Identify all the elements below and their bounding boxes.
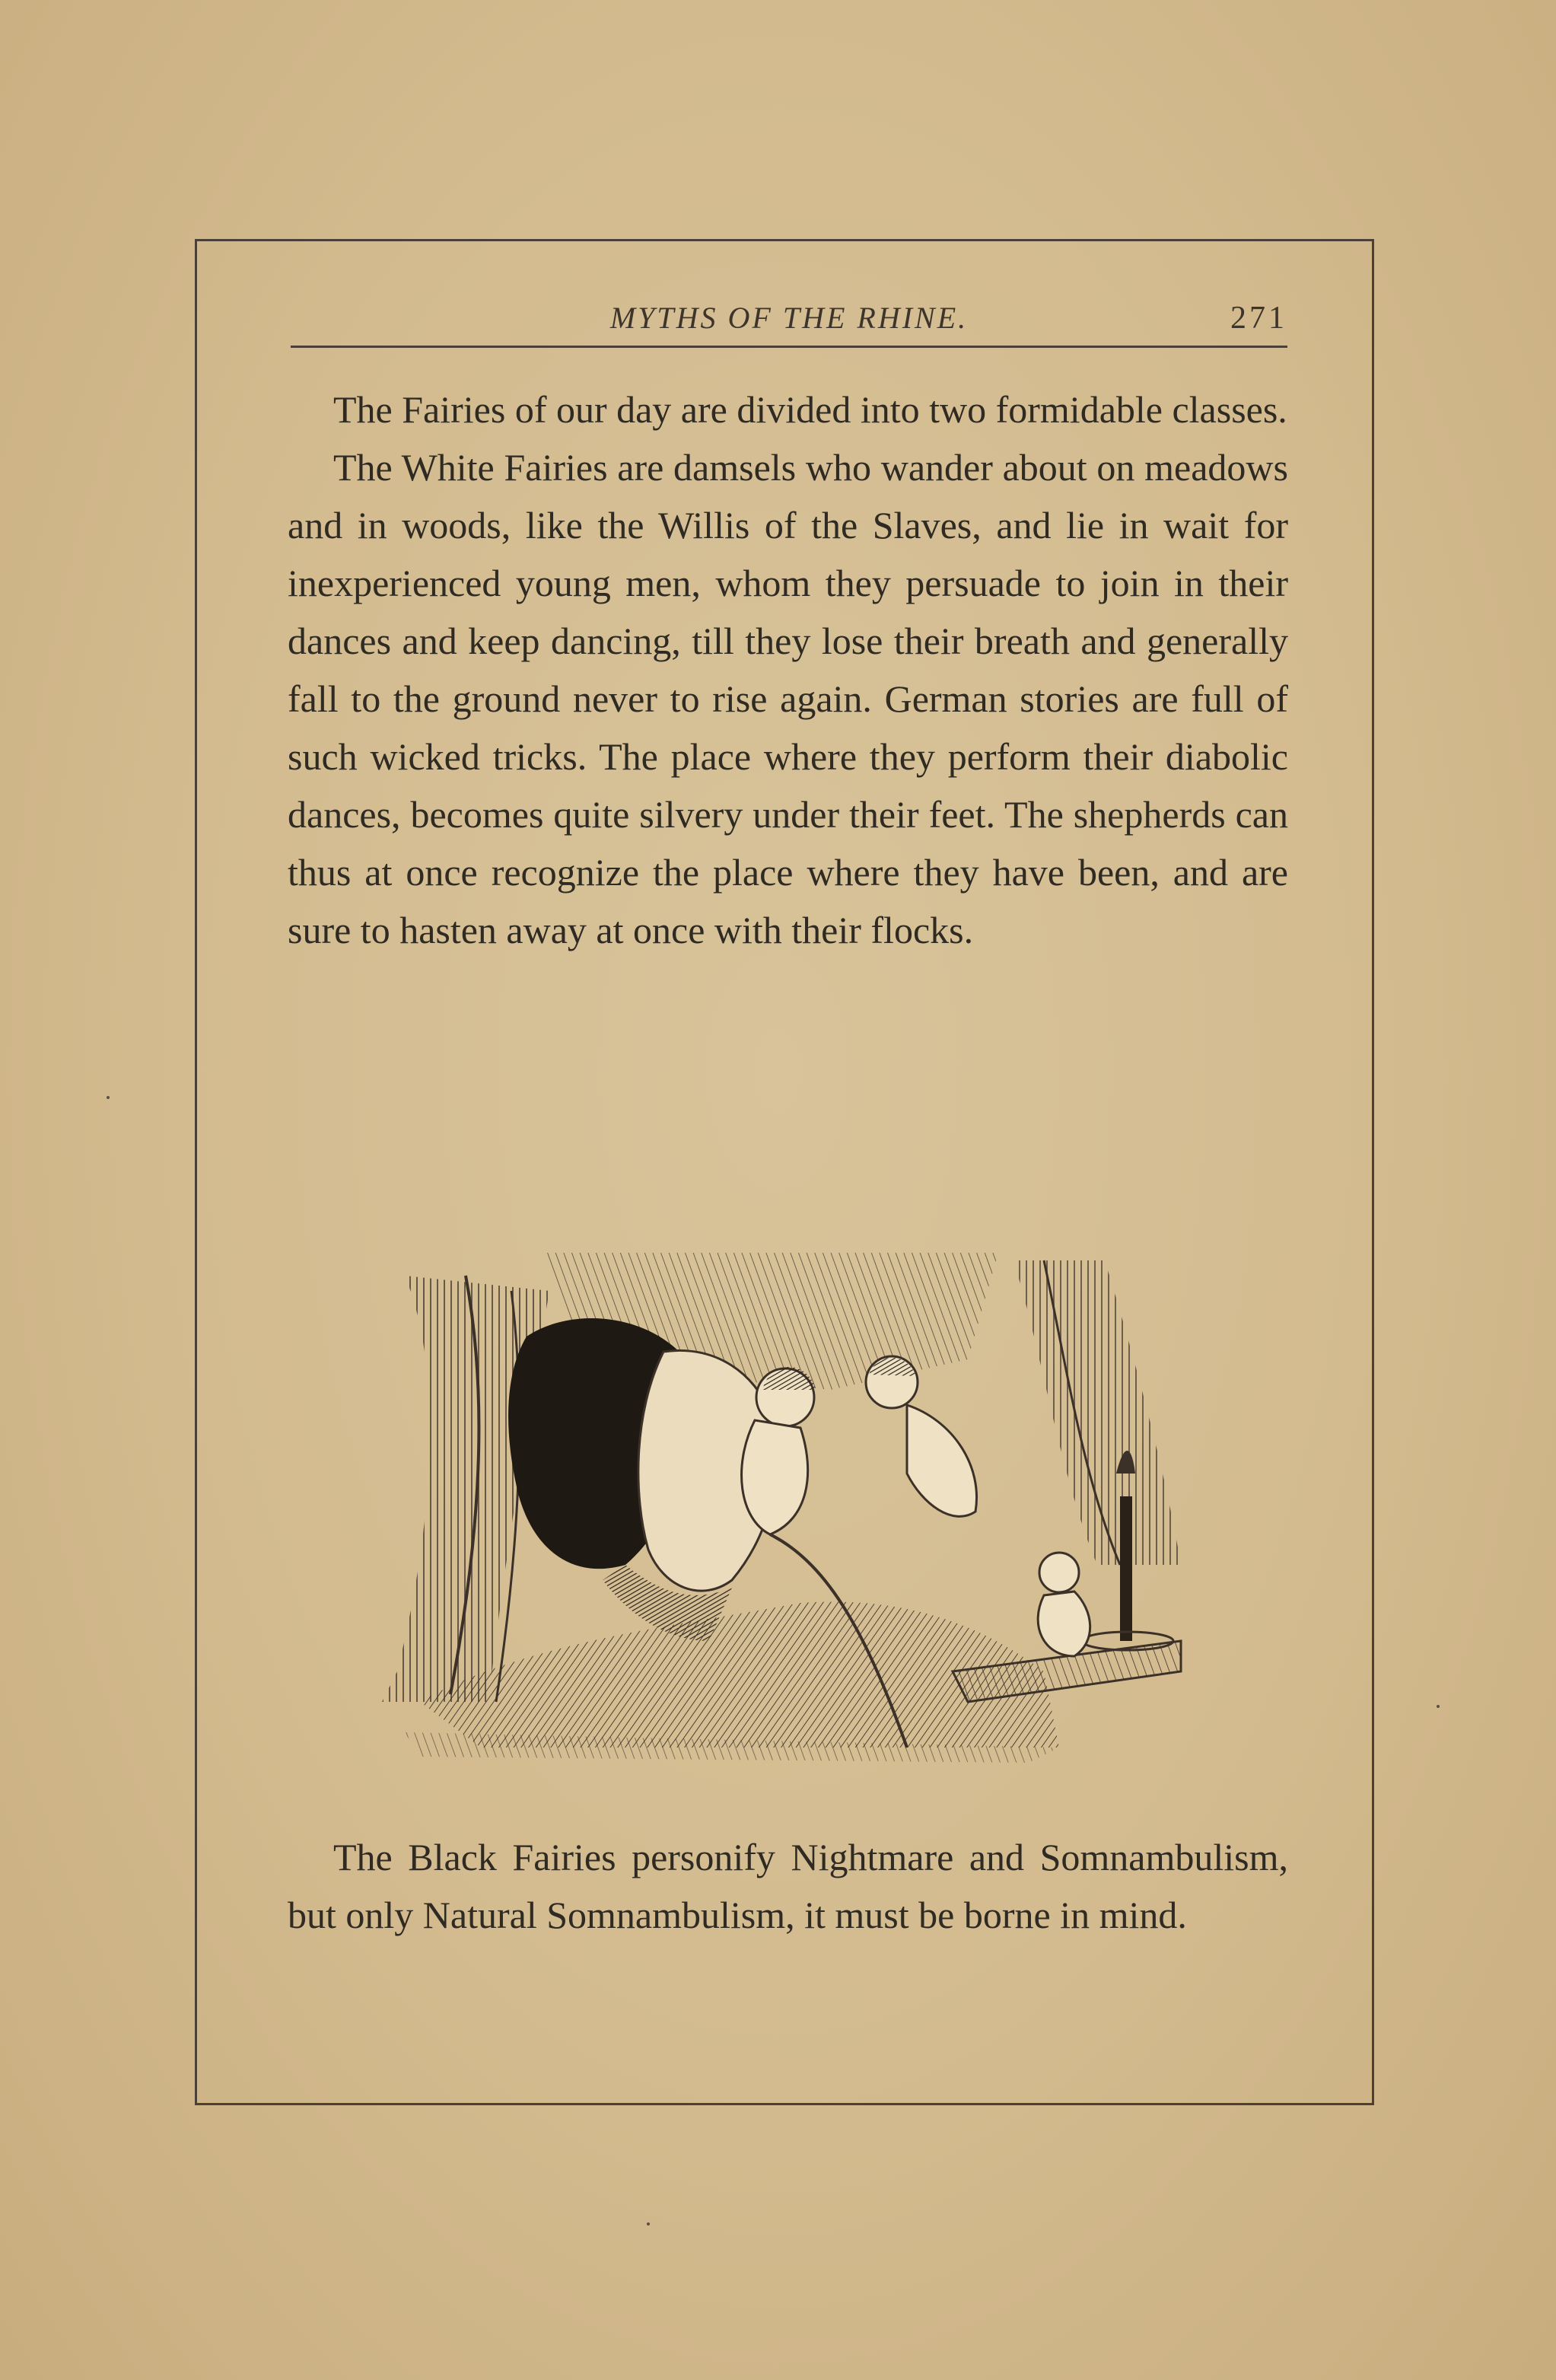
dust-speck [107,1096,110,1099]
body-text-top [288,381,1288,959]
paragraph: The White Fairies are damsels who wander about on meadows and in woods, like the Willis of the Slaves, and lie in wait for inexperienced young men, whom they persuade to join in their dances and keep dancing, till they lose their breath and generally fall to the ground never to rise again. German stories are full of such wicked tricks. The place where they perform their diabolic dances, becomes quite silvery under their feet. The shepherds can thus at once recognize the place where they have been, and are sure to hasten away at once with their flocks. [288,446,1288,951]
paragraph: The Fairies of our day are divided into two formidable classes. [333,388,1287,431]
dust-speck [1437,1705,1440,1708]
running-title: MYTHS OF THE RHINE. [609,301,969,335]
paragraph: The Black Fairies personify Nightmare and Somnambulism, but only Natural Somnambulism, it must be borne in mind. [288,1836,1288,1936]
fairies-engraving [374,1245,1196,1763]
page-number: 271 [1230,301,1287,336]
body-text-bottom [288,1828,1288,1944]
running-head [291,300,1287,348]
dust-speck [647,2222,650,2225]
